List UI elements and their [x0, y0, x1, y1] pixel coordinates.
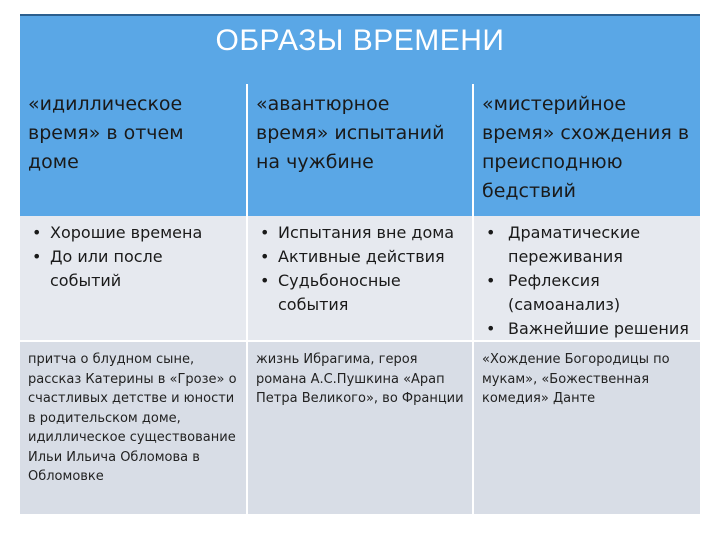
header-cell-idyllic: «идиллическое время» в отчем доме [20, 84, 248, 216]
bullet-item: • Рефлексия (самоанализ) [482, 269, 692, 317]
bullet-item: • Судьбоносные события [256, 269, 464, 317]
bullet-item: • Активные действия [256, 245, 464, 269]
page-title: ОБРАЗЫ ВРЕМЕНИ [215, 24, 505, 57]
time-images-table [20, 84, 700, 514]
header-cell-adventure: «авантюрное время» испытаний на чужбине [248, 84, 474, 216]
example-cell-mystery: «Хождение Богородицы по мукам», «Божественная комедия» Данте [474, 342, 700, 514]
bullet-item: • Испытания вне дома [256, 221, 464, 245]
header-cell-mystery: «мистерийное время» схождения в преисподнюю бедствий [474, 84, 700, 216]
title-bar [20, 14, 700, 84]
bullets-cell-idyllic [20, 216, 248, 342]
bullet-item: • До или после событий [28, 245, 238, 293]
example-cell-idyllic: притча о блудном сыне, рассказ Катерины в «Грозе» о счастливых детстве и юности в родительском доме, идиллическое существование Ильи Ильича Обломова в Обломовке [20, 342, 248, 514]
example-cell-adventure: жизнь Ибрагима, героя романа А.С.Пушкина «Арап Петра Великого», во Франции [248, 342, 474, 514]
bullet-item: • Драматические переживания [482, 221, 692, 269]
bullets-cell-adventure [248, 216, 474, 342]
bullets-cell-mystery [474, 216, 700, 342]
bullet-item: • Важнейшие решения [482, 317, 692, 341]
bullet-item: • Хорошие времена [28, 221, 238, 245]
